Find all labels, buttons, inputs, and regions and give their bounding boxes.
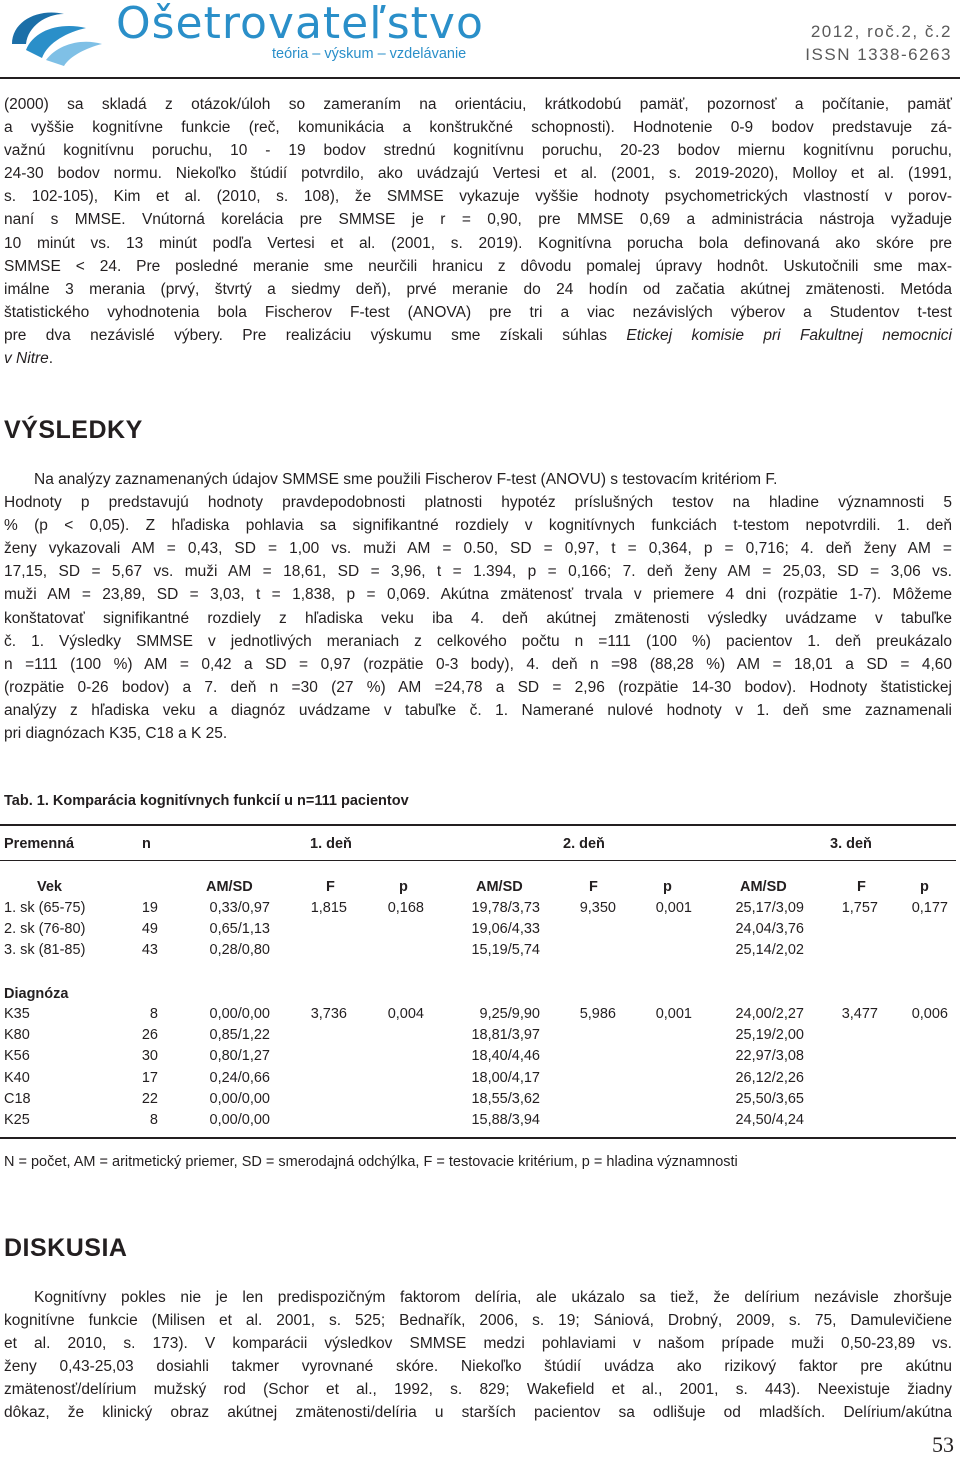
- table-cell-n: 26: [141, 1027, 158, 1044]
- table-caption: Tab. 1. Komparácia kognitívnych funkcií u n=111 pacientov: [4, 793, 409, 809]
- table-subheader-f: F: [589, 879, 598, 895]
- table-top-rule: [0, 824, 956, 826]
- text-line: s. 102-105), Kim et al. (2010, s. 108), že SMMSE vykazuje vyššie hodnoty psychometrických vlastností v porov-: [4, 188, 952, 206]
- table-cell-label: K56: [4, 1048, 30, 1065]
- table-cell-f1: 1,815: [310, 900, 347, 916]
- text-line: a vyššie kognitívne funkcie (reč, komunikácia a konštrukčné schopnosti). Hodnotenie 0-9 bodov predstavuje zá-: [4, 119, 952, 137]
- table-cell-f2: 5,986: [579, 1006, 616, 1022]
- text-line: 24-30 bodov normu. Niekoľko štúdií potvrdilo, ako uvádzajú Vertesi et al. (2001, s. 2019-2020), Molloy et al. (1991,: [4, 165, 952, 183]
- table-cell-d2: 18,81/3,97: [471, 1027, 540, 1044]
- text-line: Hodnoty p predstavujú hodnoty pravdepodobnosti platnosti hypotéz príslušných testov na hladine významnosti 5: [4, 494, 952, 512]
- table-header-variable: Premenná: [4, 836, 75, 852]
- table-cell-f2: 9,350: [579, 900, 616, 916]
- text-line: (rozpätie 0-26 bodov) a 7. deň n =30 (27 %) AM =24,78 a SD = 2,96 (rozpätie 14-30 bodov). Hodnoty štatistickej: [4, 678, 952, 696]
- table-cell-d3: 25,50/3,65: [735, 1090, 804, 1107]
- table-subheader-f: F: [326, 879, 335, 895]
- journal-header: [0, 0, 960, 78]
- table-cell-d2: 18,55/3,62: [471, 1090, 540, 1107]
- table-cell-d2: 18,40/4,46: [471, 1048, 540, 1065]
- journal-logo-icon: [6, 4, 106, 66]
- table-subheader-amsd: AM/SD: [476, 879, 523, 895]
- table-header-day2: 2. deň: [563, 836, 605, 852]
- table-cell-d2: 19,78/3,73: [471, 900, 540, 916]
- table-cell-n: 8: [149, 1006, 158, 1022]
- table-cell-n: 49: [141, 921, 158, 938]
- text-line: [4, 324, 952, 347]
- table-cell-f1: 3,736: [310, 1006, 347, 1022]
- text-line: Na analýzy zaznamenaných údajov SMMSE sme použili Fischerov F-test (ANOVU) s testovacím kritériom F.: [34, 471, 778, 488]
- table-cell-d2: 19,06/4,33: [471, 921, 540, 938]
- journal-title: Ošetrovateľstvo: [116, 0, 484, 49]
- table-cell-d2: 15,19/5,74: [471, 942, 540, 959]
- table-cell-n: 8: [149, 1112, 158, 1128]
- table-cell-f3: 3,477: [841, 1006, 878, 1022]
- italic-text: v Nitre: [4, 350, 49, 368]
- text-line: et al. 2010, s. 173). V komparácii výsledkov SMMSE medzi pohlaviami v našom prípade muži 0,50-23,89 vs.: [4, 1335, 952, 1353]
- results-paragraph: [4, 468, 952, 745]
- text-line: ženy vykazovali AM = 0,43, SD = 1,00 vs. muži AM = 0.50, SD = 0,97, t = 0,364, p = 0,716; 4. deň ženy AM =: [4, 540, 952, 558]
- text-line: % (p < 0,05). Z hľadiska pohlavia sa signifikantné rozdiely v kognitívnych funkciách t-testom nepotvrdili. 1. deň: [4, 517, 952, 535]
- table-cell-p3: 0,177: [911, 900, 948, 916]
- text-line: SMMSE < 24. Pre posledné meranie sme neurčili hranicu z dôvodu pomalej úpravy hodnôt. Uskutočnili sme max-: [4, 257, 952, 275]
- text-line: ženy 0,43-25,03 dosiahli takmer vyrovnané skóre. Niekoľko štúdií uvádza ako rizikový faktor pre akútnu: [4, 1358, 952, 1376]
- text-line: štatistického vyhodnotenia bola Fischerov F-test (ANOVA) pre tri a viac nezávislých výberov a Studentov t-test: [4, 303, 952, 321]
- text-line: naní s MMSE. Vnútorná korelácia pre SMMSE je r = 0,90, pre MMSE 0,69 a administrácia nástroja vyžaduje: [4, 211, 952, 229]
- table-subheader-p: p: [399, 879, 408, 895]
- text-line: analýzy z hľadiska veku a diagnóz uvádzame v tabuľke č. 1. Namerané nulové hodnoty v 1. deň sme zaznamenali: [4, 701, 952, 719]
- table-cell-n: 19: [141, 900, 158, 916]
- text-line: imálne 3 merania (prvý, štvrtý a siedmy deň), prvé meranie do 24 hodín od začatia akútnej zmätenosti. Metóda: [4, 280, 952, 298]
- table-cell-d3: 24,04/3,76: [735, 921, 804, 938]
- table-subheader-p: p: [920, 879, 929, 895]
- table-cell-d1: 0,24/0,66: [209, 1069, 270, 1086]
- table-cell-d2: 18,00/4,17: [471, 1069, 540, 1086]
- table-cell-d3: 25,17/3,09: [735, 900, 804, 916]
- text-line: zmätenosť/delírium mužský rod (Schor et al., 1992, s. 829; Wakefield et al., 2001, s. 443). Neexistuje žiadny: [4, 1381, 952, 1399]
- text-line: pri diagnózach K35, C18 a K 25.: [4, 725, 228, 743]
- table-cell-label: C18: [4, 1090, 31, 1107]
- text-line: n =111 (100 %) AM = 0,42 a SD = 0,97 (rozpätie 0-3 body), 4. deň n =98 (88,28 %) AM = 18,01 a SD = 4,60: [4, 655, 952, 673]
- text-line: 17,15, SD = 5,67 vs. muži AM = 18,61, SD = 3,96, t = 1.394, p = 0,166; 7. deň ženy AM = 25,03, SD = 3,06 vs.: [4, 563, 952, 581]
- issue-info: 2012, roč.2, č.2: [810, 22, 952, 41]
- table-cell-f3: 1,757: [841, 900, 878, 916]
- table-subheader-amsd: AM/SD: [206, 879, 253, 895]
- table-cell-n: 22: [141, 1090, 158, 1107]
- table-cell-label: 2. sk (76-80): [4, 921, 86, 938]
- issn: ISSN 1338-6263: [805, 45, 952, 64]
- table-cell-d1: 0,28/0,80: [209, 942, 270, 959]
- table-cell-d3: 24,50/4,24: [735, 1112, 804, 1128]
- table-cell-label: K35: [4, 1006, 30, 1022]
- header-rule: [0, 77, 960, 79]
- table-cell-d2: 9,25/9,90: [479, 1006, 540, 1022]
- table-cell-n: 43: [141, 942, 158, 959]
- text-fragment: pre dva nezávislé výbery. Pre realizáciu výskumu sme získali súhlas: [4, 326, 608, 344]
- table-cell-p3: 0,006: [911, 1006, 948, 1022]
- table-cell-d3: 25,19/2,00: [735, 1027, 804, 1044]
- table-cell-label: K80: [4, 1027, 30, 1044]
- table-cell-d1: 0,85/1,22: [209, 1027, 270, 1044]
- table-header-n: n: [142, 836, 151, 852]
- text-line: (2000) sa skladá z otázok/úloh so zameraním na orientáciu, krátkodobú pamäť, pozornosť a počítanie, pamäť: [4, 96, 952, 113]
- section-heading-discussion: DISKUSIA: [4, 1234, 128, 1262]
- table-cell-d1: 0,00/0,00: [209, 1112, 270, 1128]
- table-cell-d1: 0,00/0,00: [209, 1006, 270, 1022]
- table-subheader-amsd: AM/SD: [740, 879, 787, 895]
- table-cell-p2: 0,001: [655, 900, 692, 916]
- text-line: muži AM = 23,89, SD = 3,03, t = 1,838, p = 0,069. Akútna zmätenosť trvala v priemere 4 dni (rozpätie 1-7). Môžeme: [4, 586, 952, 604]
- table-bottom-rule: [0, 1137, 956, 1139]
- text-line: [4, 347, 952, 370]
- table-cell-label: K25: [4, 1112, 30, 1128]
- section-heading-results: VÝSLEDKY: [4, 416, 143, 444]
- text-line: konštatovať signifikantné rozdiely z hľadiska veku iba 4. deň akútnej zmätenosti výsledky uvádzame v tabuľke: [4, 609, 952, 627]
- table-cell-d2: 15,88/3,94: [471, 1112, 540, 1128]
- table-subheader-p: p: [663, 879, 672, 895]
- table-cell-d1: 0,65/1,13: [209, 921, 270, 938]
- text-line: 10 minút vs. 13 minút podľa Vertesi et al. (2001, s. 2019). Kognitívna porucha bola definovaná ako skóre pre: [4, 234, 952, 252]
- italic-text: Etickej komisie pri Fakultnej nemocnici: [626, 326, 952, 344]
- table-group-label-diagnosis: Diagnóza: [4, 986, 69, 1002]
- table-cell-label: 3. sk (81-85): [4, 942, 86, 959]
- table-cell-n: 30: [141, 1048, 158, 1065]
- text-line: kognitívne funkcie (Milisen et al. 2001, s. 525; Bednařík, 2006, s. 19; Sániová, Drobný, 2009, s. 75, Damulevičiene: [4, 1312, 952, 1330]
- table-cell-d1: 0,80/1,27: [209, 1048, 270, 1065]
- text-line: Kognitívny pokles nie je len predispozičným faktorom delíria, ale ukázalo sa tiež, že delírium nezávisle zhoršuje: [34, 1289, 952, 1306]
- table-cell-d3: 26,12/2,26: [735, 1069, 804, 1086]
- table-cell-d3: 24,00/2,27: [735, 1006, 804, 1022]
- table-cell-p1: 0,168: [387, 900, 424, 916]
- table-cell-d1: 0,33/0,97: [209, 900, 270, 916]
- table-cell-p1: 0,004: [387, 1006, 424, 1022]
- table-subheader-group: Vek: [37, 879, 62, 895]
- table-cell-p2: 0,001: [655, 1006, 692, 1022]
- table-cell-d3: 22,97/3,08: [735, 1048, 804, 1065]
- text-fragment: .: [48, 350, 54, 368]
- table-subheader-f: F: [857, 879, 866, 895]
- table-header-day1: 1. deň: [310, 836, 352, 852]
- table-cell-label: 1. sk (65-75): [4, 900, 86, 916]
- table-cell-label: K40: [4, 1069, 30, 1086]
- methods-paragraph: [4, 93, 952, 370]
- journal-tagline: teória – výskum – vzdelávanie: [272, 46, 467, 62]
- table-header-rule: [0, 860, 956, 861]
- discussion-paragraph: [4, 1286, 952, 1425]
- text-line: dôkaz, že klinický obraz akútnej zmätenosti/delíria u starších pacientov sa odlišuje od mladších. Delírium/akútna: [4, 1404, 952, 1422]
- table-cell-d1: 0,00/0,00: [209, 1090, 270, 1107]
- text-line: č. 1. Výsledky SMMSE v jednotlivých meraniach z celkového počtu n =111 (100 %) pacientov 1. deň preukázalo: [4, 632, 952, 650]
- table-header-day3: 3. deň: [830, 836, 872, 852]
- table-note: N = počet, AM = aritmetický priemer, SD = smerodajná odchýlka, F = testovacie kritérium, p = hladina významnosti: [4, 1154, 738, 1170]
- page-number: 53: [932, 1432, 954, 1457]
- table-cell-d3: 25,14/2,02: [735, 942, 804, 959]
- text-line: važnú kognitívnu poruchu, 10 - 19 bodov strednú kognitívnu poruchu, 20-23 bodov miernu kognitívnu poruchu,: [4, 142, 952, 160]
- table-cell-n: 17: [141, 1069, 158, 1086]
